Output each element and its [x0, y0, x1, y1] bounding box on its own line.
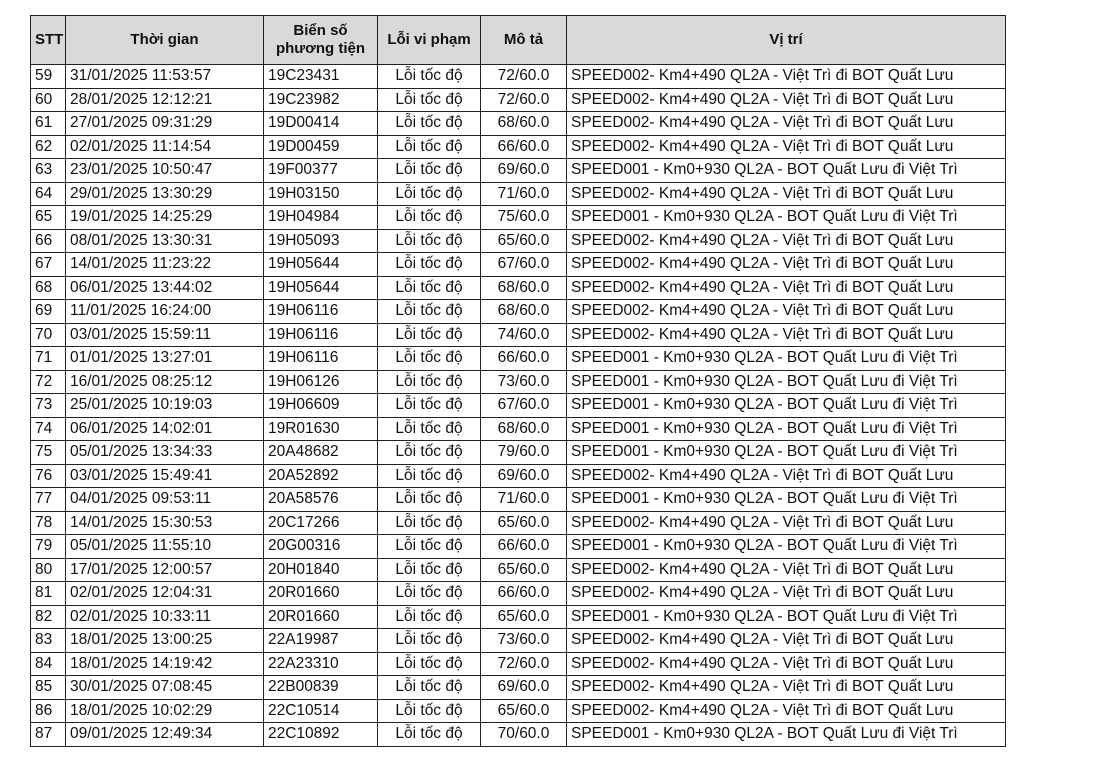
cell-desc: 74/60.0	[481, 323, 567, 347]
cell-plate: 19F00377	[264, 159, 378, 183]
cell-time: 19/01/2025 14:25:29	[66, 206, 264, 230]
table-row	[31, 699, 1006, 723]
cell-stt: 72	[31, 370, 66, 394]
cell-time: 08/01/2025 13:30:31	[66, 229, 264, 253]
cell-error: Lỗi tốc độ	[378, 347, 481, 371]
cell-plate: 22A19987	[264, 629, 378, 653]
cell-desc: 69/60.0	[481, 159, 567, 183]
table-row	[31, 417, 1006, 441]
cell-location: SPEED001 - Km0+930 QL2A - BOT Quất Lưu đi Việt Trì	[567, 159, 1006, 183]
header-stt: STT	[31, 16, 66, 65]
cell-stt: 66	[31, 229, 66, 253]
cell-time: 02/01/2025 10:33:11	[66, 605, 264, 629]
cell-plate: 20C17266	[264, 511, 378, 535]
table-row	[31, 723, 1006, 747]
cell-location: SPEED002- Km4+490 QL2A - Việt Trì đi BOT Quất Lưu	[567, 629, 1006, 653]
cell-plate: 20G00316	[264, 535, 378, 559]
cell-location: SPEED002- Km4+490 QL2A - Việt Trì đi BOT Quất Lưu	[567, 182, 1006, 206]
table-body	[31, 65, 1006, 747]
cell-location: SPEED002- Km4+490 QL2A - Việt Trì đi BOT Quất Lưu	[567, 112, 1006, 136]
cell-location: SPEED002- Km4+490 QL2A - Việt Trì đi BOT Quất Lưu	[567, 300, 1006, 324]
cell-location: SPEED002- Km4+490 QL2A - Việt Trì đi BOT Quất Lưu	[567, 229, 1006, 253]
violations-table	[30, 15, 1006, 747]
cell-time: 05/01/2025 11:55:10	[66, 535, 264, 559]
cell-error: Lỗi tốc độ	[378, 229, 481, 253]
cell-desc: 66/60.0	[481, 582, 567, 606]
cell-error: Lỗi tốc độ	[378, 676, 481, 700]
cell-stt: 74	[31, 417, 66, 441]
cell-stt: 81	[31, 582, 66, 606]
cell-stt: 76	[31, 464, 66, 488]
cell-desc: 72/60.0	[481, 65, 567, 89]
cell-error: Lỗi tốc độ	[378, 629, 481, 653]
cell-time: 25/01/2025 10:19:03	[66, 394, 264, 418]
table-row	[31, 394, 1006, 418]
table-header	[31, 16, 1006, 65]
cell-time: 01/01/2025 13:27:01	[66, 347, 264, 371]
cell-location: SPEED002- Km4+490 QL2A - Việt Trì đi BOT Quất Lưu	[567, 582, 1006, 606]
table-row	[31, 629, 1006, 653]
cell-error: Lỗi tốc độ	[378, 323, 481, 347]
table-row	[31, 253, 1006, 277]
header-desc: Mô tả	[481, 16, 567, 65]
cell-plate: 19H05093	[264, 229, 378, 253]
cell-plate: 20A52892	[264, 464, 378, 488]
cell-location: SPEED001 - Km0+930 QL2A - BOT Quất Lưu đi Việt Trì	[567, 370, 1006, 394]
cell-desc: 71/60.0	[481, 182, 567, 206]
cell-time: 06/01/2025 13:44:02	[66, 276, 264, 300]
cell-location: SPEED002- Km4+490 QL2A - Việt Trì đi BOT Quất Lưu	[567, 511, 1006, 535]
cell-time: 09/01/2025 12:49:34	[66, 723, 264, 747]
cell-time: 29/01/2025 13:30:29	[66, 182, 264, 206]
cell-desc: 68/60.0	[481, 276, 567, 300]
cell-location: SPEED002- Km4+490 QL2A - Việt Trì đi BOT Quất Lưu	[567, 253, 1006, 277]
cell-location: SPEED002- Km4+490 QL2A - Việt Trì đi BOT Quất Lưu	[567, 323, 1006, 347]
table-row	[31, 229, 1006, 253]
cell-location: SPEED002- Km4+490 QL2A - Việt Trì đi BOT Quất Lưu	[567, 88, 1006, 112]
table-row	[31, 370, 1006, 394]
cell-error: Lỗi tốc độ	[378, 112, 481, 136]
cell-desc: 68/60.0	[481, 417, 567, 441]
cell-desc: 66/60.0	[481, 347, 567, 371]
cell-stt: 68	[31, 276, 66, 300]
cell-time: 06/01/2025 14:02:01	[66, 417, 264, 441]
cell-plate: 20A48682	[264, 441, 378, 465]
header-error: Lỗi vi phạm	[378, 16, 481, 65]
cell-stt: 85	[31, 676, 66, 700]
cell-plate: 19D00459	[264, 135, 378, 159]
cell-desc: 75/60.0	[481, 206, 567, 230]
cell-stt: 83	[31, 629, 66, 653]
cell-stt: 67	[31, 253, 66, 277]
header-time: Thời gian	[66, 16, 264, 65]
table-row	[31, 323, 1006, 347]
cell-time: 28/01/2025 12:12:21	[66, 88, 264, 112]
cell-location: SPEED001 - Km0+930 QL2A - BOT Quất Lưu đi Việt Trì	[567, 488, 1006, 512]
cell-error: Lỗi tốc độ	[378, 723, 481, 747]
cell-plate: 19C23431	[264, 65, 378, 89]
cell-stt: 65	[31, 206, 66, 230]
cell-time: 30/01/2025 07:08:45	[66, 676, 264, 700]
header-location: Vị trí	[567, 16, 1006, 65]
cell-location: SPEED001 - Km0+930 QL2A - BOT Quất Lưu đi Việt Trì	[567, 394, 1006, 418]
cell-location: SPEED002- Km4+490 QL2A - Việt Trì đi BOT Quất Lưu	[567, 558, 1006, 582]
cell-time: 14/01/2025 11:23:22	[66, 253, 264, 277]
cell-error: Lỗi tốc độ	[378, 65, 481, 89]
cell-desc: 71/60.0	[481, 488, 567, 512]
cell-time: 27/01/2025 09:31:29	[66, 112, 264, 136]
cell-error: Lỗi tốc độ	[378, 159, 481, 183]
cell-time: 05/01/2025 13:34:33	[66, 441, 264, 465]
cell-location: SPEED002- Km4+490 QL2A - Việt Trì đi BOT Quất Lưu	[567, 464, 1006, 488]
table-row	[31, 605, 1006, 629]
cell-location: SPEED001 - Km0+930 QL2A - BOT Quất Lưu đi Việt Trì	[567, 723, 1006, 747]
cell-desc: 65/60.0	[481, 699, 567, 723]
cell-time: 14/01/2025 15:30:53	[66, 511, 264, 535]
cell-stt: 86	[31, 699, 66, 723]
cell-stt: 75	[31, 441, 66, 465]
cell-error: Lỗi tốc độ	[378, 182, 481, 206]
cell-stt: 87	[31, 723, 66, 747]
cell-time: 18/01/2025 13:00:25	[66, 629, 264, 653]
cell-time: 11/01/2025 16:24:00	[66, 300, 264, 324]
cell-error: Lỗi tốc độ	[378, 276, 481, 300]
cell-error: Lỗi tốc độ	[378, 206, 481, 230]
cell-stt: 84	[31, 652, 66, 676]
cell-time: 02/01/2025 11:14:54	[66, 135, 264, 159]
cell-plate: 20R01660	[264, 582, 378, 606]
cell-plate: 19H06116	[264, 347, 378, 371]
cell-desc: 72/60.0	[481, 652, 567, 676]
cell-error: Lỗi tốc độ	[378, 370, 481, 394]
cell-plate: 22A23310	[264, 652, 378, 676]
table-row	[31, 135, 1006, 159]
cell-stt: 80	[31, 558, 66, 582]
cell-error: Lỗi tốc độ	[378, 464, 481, 488]
cell-stt: 62	[31, 135, 66, 159]
cell-location: SPEED001 - Km0+930 QL2A - BOT Quất Lưu đi Việt Trì	[567, 206, 1006, 230]
cell-location: SPEED001 - Km0+930 QL2A - BOT Quất Lưu đi Việt Trì	[567, 417, 1006, 441]
cell-stt: 82	[31, 605, 66, 629]
cell-plate: 19H04984	[264, 206, 378, 230]
cell-time: 17/01/2025 12:00:57	[66, 558, 264, 582]
cell-plate: 20A58576	[264, 488, 378, 512]
table-row	[31, 511, 1006, 535]
cell-time: 18/01/2025 14:19:42	[66, 652, 264, 676]
cell-time: 02/01/2025 12:04:31	[66, 582, 264, 606]
table-row	[31, 652, 1006, 676]
cell-desc: 72/60.0	[481, 88, 567, 112]
cell-desc: 69/60.0	[481, 676, 567, 700]
cell-stt: 71	[31, 347, 66, 371]
cell-location: SPEED001 - Km0+930 QL2A - BOT Quất Lưu đi Việt Trì	[567, 347, 1006, 371]
cell-desc: 65/60.0	[481, 229, 567, 253]
table-row	[31, 558, 1006, 582]
cell-stt: 70	[31, 323, 66, 347]
cell-stt: 73	[31, 394, 66, 418]
table-row	[31, 88, 1006, 112]
table-row	[31, 112, 1006, 136]
cell-plate: 19R01630	[264, 417, 378, 441]
cell-plate: 19D00414	[264, 112, 378, 136]
cell-stt: 79	[31, 535, 66, 559]
cell-time: 03/01/2025 15:59:11	[66, 323, 264, 347]
cell-plate: 19H06116	[264, 300, 378, 324]
cell-error: Lỗi tốc độ	[378, 253, 481, 277]
cell-location: SPEED002- Km4+490 QL2A - Việt Trì đi BOT Quất Lưu	[567, 652, 1006, 676]
table-row	[31, 206, 1006, 230]
cell-error: Lỗi tốc độ	[378, 558, 481, 582]
cell-location: SPEED001 - Km0+930 QL2A - BOT Quất Lưu đi Việt Trì	[567, 535, 1006, 559]
cell-error: Lỗi tốc độ	[378, 441, 481, 465]
cell-desc: 67/60.0	[481, 394, 567, 418]
cell-plate: 22B00839	[264, 676, 378, 700]
cell-time: 03/01/2025 15:49:41	[66, 464, 264, 488]
cell-desc: 67/60.0	[481, 253, 567, 277]
cell-plate: 19C23982	[264, 88, 378, 112]
cell-stt: 77	[31, 488, 66, 512]
cell-desc: 65/60.0	[481, 558, 567, 582]
table-row	[31, 464, 1006, 488]
cell-desc: 66/60.0	[481, 535, 567, 559]
table-row	[31, 276, 1006, 300]
cell-error: Lỗi tốc độ	[378, 300, 481, 324]
cell-desc: 69/60.0	[481, 464, 567, 488]
cell-plate: 19H06116	[264, 323, 378, 347]
cell-plate: 19H06126	[264, 370, 378, 394]
header-row	[31, 16, 1006, 65]
cell-desc: 68/60.0	[481, 112, 567, 136]
cell-error: Lỗi tốc độ	[378, 135, 481, 159]
cell-location: SPEED002- Km4+490 QL2A - Việt Trì đi BOT Quất Lưu	[567, 676, 1006, 700]
cell-error: Lỗi tốc độ	[378, 88, 481, 112]
cell-location: SPEED002- Km4+490 QL2A - Việt Trì đi BOT Quất Lưu	[567, 276, 1006, 300]
table-row	[31, 300, 1006, 324]
cell-desc: 66/60.0	[481, 135, 567, 159]
cell-desc: 73/60.0	[481, 629, 567, 653]
cell-desc: 65/60.0	[481, 605, 567, 629]
header-plate: Biển số phương tiện	[264, 16, 378, 65]
cell-plate: 19H06609	[264, 394, 378, 418]
cell-stt: 78	[31, 511, 66, 535]
table-row	[31, 182, 1006, 206]
cell-plate: 20H01840	[264, 558, 378, 582]
cell-error: Lỗi tốc độ	[378, 582, 481, 606]
table-row	[31, 65, 1006, 89]
cell-time: 18/01/2025 10:02:29	[66, 699, 264, 723]
cell-plate: 19H03150	[264, 182, 378, 206]
cell-time: 04/01/2025 09:53:11	[66, 488, 264, 512]
cell-error: Lỗi tốc độ	[378, 699, 481, 723]
cell-error: Lỗi tốc độ	[378, 417, 481, 441]
cell-plate: 22C10892	[264, 723, 378, 747]
cell-error: Lỗi tốc độ	[378, 488, 481, 512]
cell-stt: 59	[31, 65, 66, 89]
cell-location: SPEED001 - Km0+930 QL2A - BOT Quất Lưu đi Việt Trì	[567, 605, 1006, 629]
table-row	[31, 347, 1006, 371]
table-row	[31, 159, 1006, 183]
cell-desc: 68/60.0	[481, 300, 567, 324]
cell-stt: 61	[31, 112, 66, 136]
cell-time: 23/01/2025 10:50:47	[66, 159, 264, 183]
cell-error: Lỗi tốc độ	[378, 394, 481, 418]
cell-location: SPEED002- Km4+490 QL2A - Việt Trì đi BOT Quất Lưu	[567, 135, 1006, 159]
cell-location: SPEED001 - Km0+930 QL2A - BOT Quất Lưu đi Việt Trì	[567, 441, 1006, 465]
cell-error: Lỗi tốc độ	[378, 535, 481, 559]
cell-location: SPEED002- Km4+490 QL2A - Việt Trì đi BOT Quất Lưu	[567, 65, 1006, 89]
cell-location: SPEED002- Km4+490 QL2A - Việt Trì đi BOT Quất Lưu	[567, 699, 1006, 723]
cell-stt: 69	[31, 300, 66, 324]
cell-desc: 65/60.0	[481, 511, 567, 535]
cell-desc: 79/60.0	[481, 441, 567, 465]
cell-error: Lỗi tốc độ	[378, 605, 481, 629]
cell-stt: 60	[31, 88, 66, 112]
table-row	[31, 441, 1006, 465]
cell-desc: 70/60.0	[481, 723, 567, 747]
cell-plate: 20R01660	[264, 605, 378, 629]
cell-time: 16/01/2025 08:25:12	[66, 370, 264, 394]
cell-plate: 19H05644	[264, 276, 378, 300]
table-row	[31, 535, 1006, 559]
table-row	[31, 488, 1006, 512]
cell-desc: 73/60.0	[481, 370, 567, 394]
table-row	[31, 582, 1006, 606]
cell-plate: 19H05644	[264, 253, 378, 277]
cell-error: Lỗi tốc độ	[378, 511, 481, 535]
cell-plate: 22C10514	[264, 699, 378, 723]
cell-error: Lỗi tốc độ	[378, 652, 481, 676]
cell-stt: 63	[31, 159, 66, 183]
cell-time: 31/01/2025 11:53:57	[66, 65, 264, 89]
cell-stt: 64	[31, 182, 66, 206]
table-row	[31, 676, 1006, 700]
